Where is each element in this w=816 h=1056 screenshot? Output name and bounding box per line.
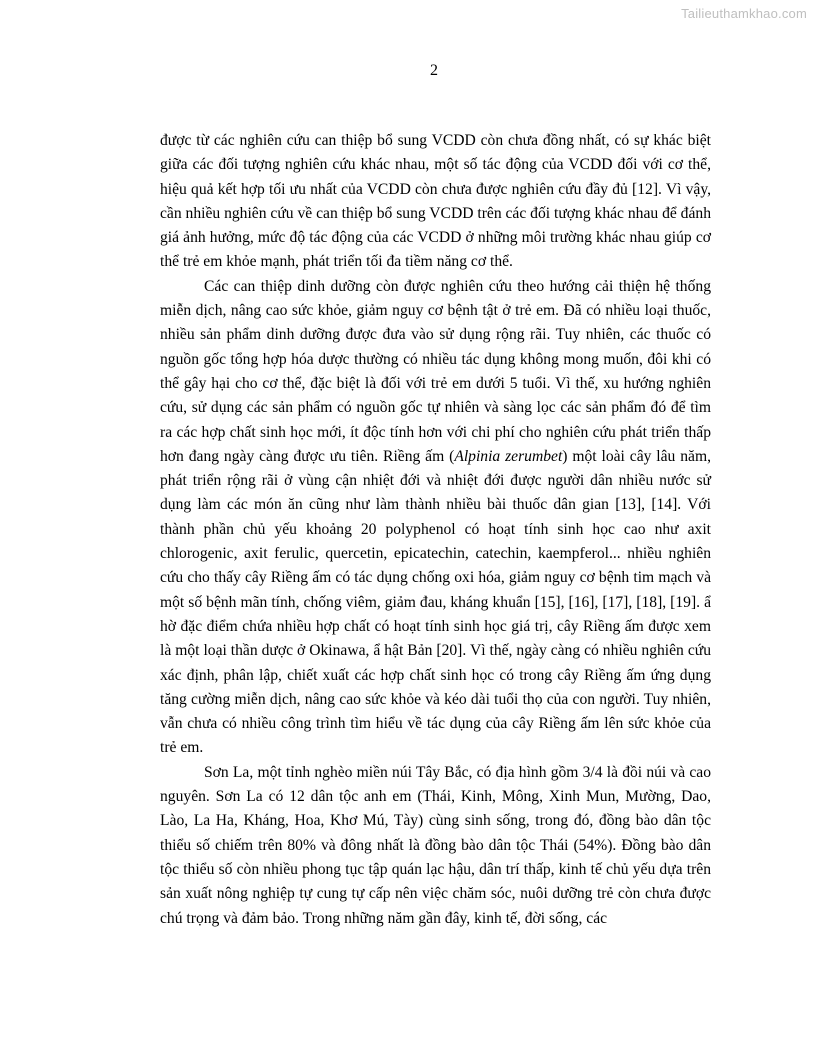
paragraph-3: Sơn La, một tỉnh nghèo miền núi Tây Bắc, có địa hình gồm 3/4 là đồi núi và cao nguyên. Sơn La có 12 dân tộc anh em (Thái, Kinh, Mông, Xinh Mun, Mường, Dao, Lào, La Ha, Kháng, Hoa, Khơ Mú, Tày) cùng sinh sống, trong đó, đồng bào dân tộc thiểu số chiếm trên 80% và đông nhất là đồng bào dân tộc Thái (54%). Đồng bào dân tộc thiểu số còn nhiều phong tục tập quán lạc hậu, dân trí thấp, kinh tế chủ yếu dựa trên sản xuất nông nghiệp tự cung tự cấp nên việc chăm sóc, nuôi dưỡng trẻ còn chưa được chú trọng và đảm bảo. Trong những năm gần đây, kinh tế, đời sống, các — [160, 763, 711, 927]
scientific-name: Alpinia zerumbet — [454, 447, 563, 465]
watermark-text: Tailieuthamkhao.com — [681, 6, 807, 21]
page-number: 2 — [430, 62, 438, 79]
paragraph-2-text-after: ) một loài cây lâu năm, phát triển rộng rãi ở vùng cận nhiệt đới và nhiệt đới được người dân nhiều nước sử dụng làm các món ăn cũng như làm thành nhiều bài thuốc dân gian [13], [14]. Với thành phần chủ yếu khoảng 20 polyphenol có hoạt tính sinh học cao như axit chlorogenic, axit ferulic, quercetin, epicatechin, catechin, kaempferol... nhiều nghiên cứu cho thấy cây Riềng ấm có tác dụng chống oxi hóa, giảm nguy cơ bệnh tim mạch và một số bệnh mãn tính, chống viêm, giảm đau, kháng khuẩn [15], [16], [17], [18], [19]. ẩ hờ đặc điểm chứa nhiều hợp chất có hoạt tính sinh học giá trị, cây Riềng ấm được xem là một loại thần dược ở Okinawa, ẩ hật Bản [20]. Vì thế, ngày càng có nhiều nghiên cứu xác định, phân lập, chiết xuất các hợp chất sinh học có trong cây Riềng ấm ứng dụng tăng cường miễn dịch, nâng cao sức khỏe và kéo dài tuổi thọ của con người. Tuy nhiên, vẫn chưa có nhiều công trình tìm hiểu về tác dụng của cây Riềng ấm lên sức khỏe của trẻ em. — [160, 447, 711, 757]
paragraph-2-text-before: Các can thiệp dinh dưỡng còn được nghiên cứu theo hướng cải thiện hệ thống miễn dịch, nâng cao sức khỏe, giảm nguy cơ bệnh tật ở trẻ em. Đã có nhiều loại thuốc, nhiều sản phẩm dinh dưỡng được đưa vào sử dụng rộng rãi. Tuy nhiên, các thuốc có nguồn gốc tổng hợp hóa dược thường có nhiều tác dụng không mong muốn, đôi khi có thể gây hại cho cơ thể, đặc biệt là đối với trẻ em dưới 5 tuổi. Vì thế, xu hướng nghiên cứu, sử dụng các sản phẩm có nguồn gốc tự nhiên và sàng lọc các sản phẩm đó để tìm ra các hợp chất sinh học mới, ít độc tính hơn với chi phí cho nghiên cứu phát triển thấp hơn đang ngày càng được ưu tiên. Riềng ấm ( — [160, 277, 711, 465]
document-body — [160, 129, 711, 931]
paragraph-2 — [160, 275, 711, 761]
paragraph-1: được từ các nghiên cứu can thiệp bổ sung VCDD còn chưa đồng nhất, có sự khác biệt giữa các đối tượng nghiên cứu khác nhau, một số tác động của VCDD đối với cơ thể, hiệu quả kết hợp tối ưu nhất của VCDD còn chưa được nghiên cứu đầy đủ [12]. Vì vậy, cần nhiều nghiên cứu về can thiệp bổ sung VCDD trên các đối tượng khác nhau để đánh giá ảnh hưởng, mức độ tác động của các VCDD ở những môi trường khác nhau giúp cơ thể trẻ em khỏe mạnh, phát triển tối đa tiềm năng cơ thể. — [160, 132, 711, 271]
